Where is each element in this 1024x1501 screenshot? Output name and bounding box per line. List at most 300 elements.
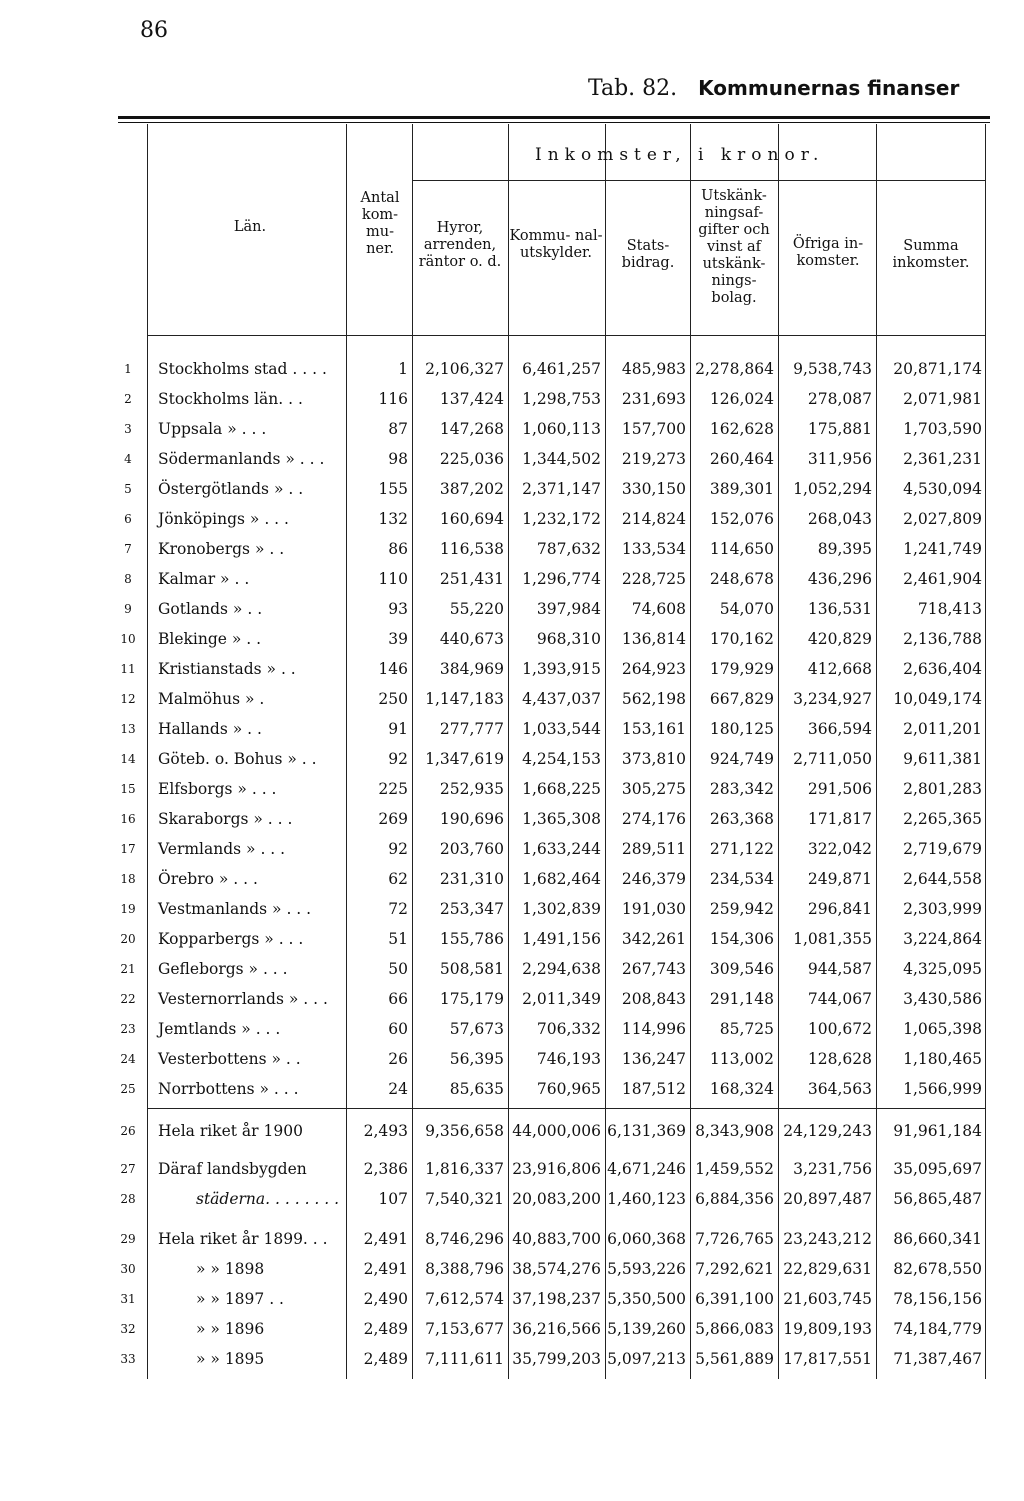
cell-stats: 133,534 xyxy=(621,540,686,558)
cell-utskank: 85,725 xyxy=(719,1020,774,1038)
cell-kommunal: 6,461,257 xyxy=(522,360,601,378)
cell-ovriga: 1,081,355 xyxy=(793,930,872,948)
table-row xyxy=(0,894,1024,924)
row-number: 8 xyxy=(124,572,132,586)
cell-hyror: 55,220 xyxy=(449,600,504,618)
cell-summa: 1,241,749 xyxy=(903,540,982,558)
table-row xyxy=(0,864,1024,894)
cell-utskank: 113,002 xyxy=(709,1050,774,1068)
cell-ovriga: 420,829 xyxy=(807,630,872,648)
cell-hyror: 252,935 xyxy=(439,780,504,798)
col-header-kommunal: Kommu- nal- utskylder. xyxy=(509,228,603,261)
cell-ovriga: 20,897,487 xyxy=(783,1190,872,1208)
cell-hyror: 251,431 xyxy=(439,570,504,588)
cell-hyror: 1,816,337 xyxy=(425,1160,504,1178)
row-number: 19 xyxy=(120,902,136,916)
cell-antal: 2,490 xyxy=(363,1290,408,1308)
cell-summa: 20,871,174 xyxy=(893,360,982,378)
cell-stats: 264,923 xyxy=(621,660,686,678)
cell-summa: 2,265,365 xyxy=(903,810,982,828)
cell-hyror: 253,347 xyxy=(439,900,504,918)
cell-utskank: 7,726,765 xyxy=(695,1230,774,1248)
cell-antal: 50 xyxy=(388,960,408,978)
table-row xyxy=(0,1254,1024,1284)
lan-name: Östergötlands » . . xyxy=(158,480,304,498)
cell-hyror: 7,612,574 xyxy=(425,1290,504,1308)
cell-summa: 56,865,487 xyxy=(893,1190,982,1208)
lan-name: Stockholms län. . . xyxy=(158,390,303,408)
cell-hyror: 147,268 xyxy=(439,420,504,438)
cell-utskank: 168,324 xyxy=(709,1080,774,1098)
lan-name: Vestmanlands » . . . xyxy=(158,900,312,918)
row-number: 24 xyxy=(120,1052,136,1066)
cell-hyror: 155,786 xyxy=(439,930,504,948)
cell-kommunal: 1,668,225 xyxy=(522,780,601,798)
row-number: 21 xyxy=(120,962,136,976)
lan-name: Däraf landsbygden xyxy=(158,1160,307,1178)
row-number: 16 xyxy=(120,812,136,826)
cell-summa: 2,027,809 xyxy=(903,510,982,528)
cell-antal: 26 xyxy=(388,1050,408,1068)
cell-ovriga: 1,052,294 xyxy=(793,480,872,498)
lan-name: Gefleborgs » . . . xyxy=(158,960,288,978)
cell-hyror: 8,388,796 xyxy=(425,1260,504,1278)
table-row xyxy=(0,954,1024,984)
cell-hyror: 231,310 xyxy=(439,870,504,888)
top-rule-thin xyxy=(118,122,990,123)
cell-stats: 5,593,226 xyxy=(607,1260,686,1278)
cell-kommunal: 44,000,006 xyxy=(512,1122,601,1140)
cell-summa: 82,678,550 xyxy=(893,1260,982,1278)
row-number: 14 xyxy=(120,752,136,766)
row-number: 15 xyxy=(120,782,136,796)
cell-kommunal: 1,033,544 xyxy=(522,720,601,738)
table-row xyxy=(0,594,1024,624)
summary-separator xyxy=(147,1108,985,1109)
cell-stats: 6,131,369 xyxy=(607,1122,686,1140)
cell-stats: 153,161 xyxy=(621,720,686,738)
cell-summa: 1,065,398 xyxy=(903,1020,982,1038)
cell-ovriga: 2,711,050 xyxy=(793,750,872,768)
table-row xyxy=(0,354,1024,384)
cell-utskank: 5,561,889 xyxy=(695,1350,774,1368)
col-header-lan: Län. xyxy=(233,219,267,235)
cell-antal: 93 xyxy=(388,600,408,618)
cell-kommunal: 1,365,308 xyxy=(522,810,601,828)
cell-ovriga: 436,296 xyxy=(807,570,872,588)
table-row xyxy=(0,414,1024,444)
cell-summa: 2,719,679 xyxy=(903,840,982,858)
cell-antal: 91 xyxy=(388,720,408,738)
cell-stats: 136,247 xyxy=(621,1050,686,1068)
cell-stats: 274,176 xyxy=(621,810,686,828)
cell-ovriga: 278,087 xyxy=(807,390,872,408)
header-separator xyxy=(412,180,985,181)
cell-antal: 2,491 xyxy=(363,1230,408,1248)
cell-kommunal: 706,332 xyxy=(536,1020,601,1038)
cell-utskank: 114,650 xyxy=(709,540,774,558)
cell-kommunal: 1,232,172 xyxy=(522,510,601,528)
cell-stats: 373,810 xyxy=(621,750,686,768)
row-number: 26 xyxy=(120,1124,136,1138)
cell-utskank: 1,459,552 xyxy=(695,1160,774,1178)
cell-summa: 2,801,283 xyxy=(903,780,982,798)
col-header-stats: Stats- bidrag. xyxy=(621,238,675,271)
cell-summa: 74,184,779 xyxy=(893,1320,982,1338)
table-row xyxy=(0,744,1024,774)
cell-antal: 51 xyxy=(388,930,408,948)
table-row xyxy=(0,1344,1024,1374)
cell-hyror: 190,696 xyxy=(439,810,504,828)
table-row xyxy=(0,474,1024,504)
row-number: 10 xyxy=(120,632,136,646)
cell-stats: 4,671,246 xyxy=(607,1160,686,1178)
cell-utskank: 179,929 xyxy=(709,660,774,678)
cell-ovriga: 128,628 xyxy=(807,1050,872,1068)
row-number: 28 xyxy=(120,1192,136,1206)
cell-summa: 86,660,341 xyxy=(893,1230,982,1248)
cell-summa: 2,636,404 xyxy=(903,660,982,678)
row-number: 18 xyxy=(120,872,136,886)
cell-antal: 86 xyxy=(388,540,408,558)
cell-kommunal: 4,254,153 xyxy=(522,750,601,768)
cell-utskank: 180,125 xyxy=(709,720,774,738)
row-number: 6 xyxy=(124,512,132,526)
cell-utskank: 126,024 xyxy=(709,390,774,408)
table-row xyxy=(0,1184,1024,1214)
cell-utskank: 248,678 xyxy=(709,570,774,588)
cell-stats: 74,608 xyxy=(631,600,686,618)
table-row xyxy=(0,564,1024,594)
cell-utskank: 154,306 xyxy=(709,930,774,948)
cell-utskank: 5,866,083 xyxy=(695,1320,774,1338)
cell-ovriga: 9,538,743 xyxy=(793,360,872,378)
col-header-banner: Inkomster, i kronor. xyxy=(535,145,825,165)
lan-name: Vesternorrlands » . . . xyxy=(158,990,328,1008)
row-number: 25 xyxy=(120,1082,136,1096)
col-header-ovriga: Öfriga in- komster. xyxy=(792,236,864,269)
cell-ovriga: 21,603,745 xyxy=(783,1290,872,1308)
cell-summa: 91,961,184 xyxy=(893,1122,982,1140)
cell-kommunal: 1,491,156 xyxy=(522,930,601,948)
lan-name: Kopparbergs » . . . xyxy=(158,930,304,948)
page-number: 86 xyxy=(140,18,168,43)
cell-stats: 246,379 xyxy=(621,870,686,888)
cell-antal: 92 xyxy=(388,750,408,768)
cell-hyror: 440,673 xyxy=(439,630,504,648)
cell-summa: 2,361,231 xyxy=(903,450,982,468)
cell-ovriga: 366,594 xyxy=(807,720,872,738)
cell-summa: 10,049,174 xyxy=(893,690,982,708)
cell-antal: 1 xyxy=(398,360,408,378)
table-row xyxy=(0,1224,1024,1254)
table-row xyxy=(0,504,1024,534)
table-row xyxy=(0,1074,1024,1104)
cell-summa: 718,413 xyxy=(917,600,982,618)
cell-antal: 2,489 xyxy=(363,1350,408,1368)
cell-ovriga: 23,243,212 xyxy=(783,1230,872,1248)
row-number: 4 xyxy=(124,452,132,466)
cell-kommunal: 968,310 xyxy=(536,630,601,648)
cell-utskank: 309,546 xyxy=(709,960,774,978)
table-label: Tab. 82. xyxy=(588,76,678,101)
cell-antal: 225 xyxy=(378,780,408,798)
cell-kommunal: 2,371,147 xyxy=(522,480,601,498)
cell-ovriga: 412,668 xyxy=(807,660,872,678)
cell-utskank: 6,391,100 xyxy=(695,1290,774,1308)
cell-antal: 155 xyxy=(378,480,408,498)
lan-name: städerna. . . . . . . . xyxy=(196,1190,340,1208)
cell-ovriga: 364,563 xyxy=(807,1080,872,1098)
lan-name: Göteb. o. Bohus » . . xyxy=(158,750,317,768)
cell-antal: 2,491 xyxy=(363,1260,408,1278)
cell-stats: 5,097,213 xyxy=(607,1350,686,1368)
cell-kommunal: 1,344,502 xyxy=(522,450,601,468)
table-row xyxy=(0,714,1024,744)
lan-name: Örebro » . . . xyxy=(158,870,258,888)
cell-antal: 98 xyxy=(388,450,408,468)
cell-ovriga: 291,506 xyxy=(807,780,872,798)
cell-kommunal: 2,011,349 xyxy=(522,990,601,1008)
cell-stats: 231,693 xyxy=(621,390,686,408)
table-row xyxy=(0,924,1024,954)
cell-stats: 5,350,500 xyxy=(607,1290,686,1308)
cell-summa: 3,430,586 xyxy=(903,990,982,1008)
table-row xyxy=(0,1314,1024,1344)
row-number: 29 xyxy=(120,1232,136,1246)
row-number: 22 xyxy=(120,992,136,1006)
cell-summa: 71,387,467 xyxy=(893,1350,982,1368)
cell-hyror: 57,673 xyxy=(449,1020,504,1038)
cell-antal: 116 xyxy=(378,390,408,408)
row-number: 27 xyxy=(120,1162,136,1176)
lan-name: Kristianstads » . . xyxy=(158,660,296,678)
cell-summa: 2,136,788 xyxy=(903,630,982,648)
cell-stats: 267,743 xyxy=(621,960,686,978)
cell-summa: 2,011,201 xyxy=(903,720,982,738)
cell-stats: 228,725 xyxy=(621,570,686,588)
cell-antal: 2,493 xyxy=(363,1122,408,1140)
cell-kommunal: 37,198,237 xyxy=(512,1290,601,1308)
cell-kommunal: 787,632 xyxy=(536,540,601,558)
cell-summa: 1,566,999 xyxy=(903,1080,982,1098)
cell-ovriga: 249,871 xyxy=(807,870,872,888)
lan-name: Norrbottens » . . . xyxy=(158,1080,299,1098)
table-row xyxy=(0,654,1024,684)
cell-kommunal: 1,296,774 xyxy=(522,570,601,588)
lan-name: Hela riket år 1900 xyxy=(158,1122,303,1140)
cell-kommunal: 1,298,753 xyxy=(522,390,601,408)
cell-antal: 250 xyxy=(378,690,408,708)
table-row xyxy=(0,984,1024,1014)
cell-ovriga: 171,817 xyxy=(807,810,872,828)
cell-utskank: 667,829 xyxy=(709,690,774,708)
row-number: 31 xyxy=(120,1292,136,1306)
table-row xyxy=(0,834,1024,864)
row-number: 32 xyxy=(120,1322,136,1336)
cell-hyror: 7,153,677 xyxy=(425,1320,504,1338)
lan-name: » » 1898 xyxy=(196,1260,265,1278)
cell-kommunal: 1,302,839 xyxy=(522,900,601,918)
table-row xyxy=(0,534,1024,564)
row-number: 7 xyxy=(124,542,132,556)
cell-kommunal: 1,633,244 xyxy=(522,840,601,858)
cell-antal: 24 xyxy=(388,1080,408,1098)
cell-stats: 562,198 xyxy=(621,690,686,708)
cell-ovriga: 3,234,927 xyxy=(793,690,872,708)
col-header-antal: Antal kom- mu- ner. xyxy=(360,190,400,257)
cell-stats: 157,700 xyxy=(621,420,686,438)
lan-name: Vesterbottens » . . xyxy=(158,1050,301,1068)
cell-utskank: 6,884,356 xyxy=(695,1190,774,1208)
lan-name: Malmöhus » . xyxy=(158,690,265,708)
header-bottom-rule xyxy=(147,335,985,336)
cell-kommunal: 20,083,200 xyxy=(512,1190,601,1208)
cell-utskank: 162,628 xyxy=(709,420,774,438)
cell-antal: 146 xyxy=(378,660,408,678)
cell-summa: 9,611,381 xyxy=(903,750,982,768)
cell-summa: 78,156,156 xyxy=(893,1290,982,1308)
cell-stats: 208,843 xyxy=(621,990,686,1008)
cell-summa: 2,071,981 xyxy=(903,390,982,408)
cell-kommunal: 23,916,806 xyxy=(512,1160,601,1178)
cell-kommunal: 1,393,915 xyxy=(522,660,601,678)
cell-ovriga: 3,231,756 xyxy=(793,1160,872,1178)
cell-kommunal: 38,574,276 xyxy=(512,1260,601,1278)
lan-name: » » 1896 xyxy=(196,1320,265,1338)
cell-antal: 66 xyxy=(388,990,408,1008)
table-row xyxy=(0,774,1024,804)
cell-ovriga: 944,587 xyxy=(807,960,872,978)
cell-antal: 110 xyxy=(378,570,408,588)
top-rule xyxy=(118,116,990,119)
row-number: 20 xyxy=(120,932,136,946)
cell-hyror: 1,347,619 xyxy=(425,750,504,768)
cell-hyror: 277,777 xyxy=(439,720,504,738)
cell-kommunal: 4,437,037 xyxy=(522,690,601,708)
cell-hyror: 7,540,321 xyxy=(425,1190,504,1208)
lan-name: Kalmar » . . xyxy=(158,570,250,588)
table-row xyxy=(0,1116,1024,1146)
cell-stats: 191,030 xyxy=(621,900,686,918)
cell-ovriga: 296,841 xyxy=(807,900,872,918)
cell-stats: 214,824 xyxy=(621,510,686,528)
cell-ovriga: 175,881 xyxy=(807,420,872,438)
cell-antal: 62 xyxy=(388,870,408,888)
lan-name: Vermlands » . . . xyxy=(158,840,286,858)
cell-ovriga: 744,067 xyxy=(807,990,872,1008)
row-number: 11 xyxy=(120,662,136,676)
cell-stats: 305,275 xyxy=(621,780,686,798)
cell-utskank: 152,076 xyxy=(709,510,774,528)
cell-stats: 187,512 xyxy=(621,1080,686,1098)
cell-antal: 87 xyxy=(388,420,408,438)
cell-utskank: 2,278,864 xyxy=(695,360,774,378)
cell-hyror: 160,694 xyxy=(439,510,504,528)
cell-hyror: 1,147,183 xyxy=(425,690,504,708)
cell-summa: 2,461,904 xyxy=(903,570,982,588)
cell-hyror: 7,111,611 xyxy=(425,1350,504,1368)
cell-summa: 3,224,864 xyxy=(903,930,982,948)
cell-hyror: 508,581 xyxy=(439,960,504,978)
row-number: 30 xyxy=(120,1262,136,1276)
cell-ovriga: 136,531 xyxy=(807,600,872,618)
cell-antal: 2,386 xyxy=(363,1160,408,1178)
cell-antal: 269 xyxy=(378,810,408,828)
cell-antal: 92 xyxy=(388,840,408,858)
cell-utskank: 234,534 xyxy=(709,870,774,888)
cell-utskank: 263,368 xyxy=(709,810,774,828)
cell-summa: 1,180,465 xyxy=(903,1050,982,1068)
cell-utskank: 260,464 xyxy=(709,450,774,468)
cell-stats: 342,261 xyxy=(621,930,686,948)
cell-kommunal: 1,060,113 xyxy=(522,420,601,438)
cell-stats: 219,273 xyxy=(621,450,686,468)
cell-ovriga: 100,672 xyxy=(807,1020,872,1038)
cell-utskank: 7,292,621 xyxy=(695,1260,774,1278)
cell-stats: 136,814 xyxy=(621,630,686,648)
table-row xyxy=(0,804,1024,834)
cell-kommunal: 1,682,464 xyxy=(522,870,601,888)
cell-summa: 2,303,999 xyxy=(903,900,982,918)
lan-name: Stockholms stad . . . . xyxy=(158,360,327,378)
row-number: 1 xyxy=(124,362,132,376)
row-number: 3 xyxy=(124,422,132,436)
table-row xyxy=(0,624,1024,654)
lan-name: Södermanlands » . . . xyxy=(158,450,325,468)
col-header-summa: Summa inkomster. xyxy=(892,238,970,271)
lan-name: Uppsala » . . . xyxy=(158,420,267,438)
cell-utskank: 54,070 xyxy=(719,600,774,618)
cell-utskank: 291,148 xyxy=(709,990,774,1008)
cell-ovriga: 22,829,631 xyxy=(783,1260,872,1278)
lan-name: Hallands » . . xyxy=(158,720,262,738)
cell-ovriga: 311,956 xyxy=(807,450,872,468)
cell-hyror: 203,760 xyxy=(439,840,504,858)
lan-name: Hela riket år 1899. . . xyxy=(158,1230,328,1248)
cell-kommunal: 760,965 xyxy=(536,1080,601,1098)
cell-utskank: 924,749 xyxy=(709,750,774,768)
lan-name: » » 1897 . . xyxy=(196,1290,284,1308)
col-header-utskank: Utskänk- ningsaf- gifter och vinst af utskänk- nings- bolag. xyxy=(698,188,770,306)
cell-hyror: 85,635 xyxy=(449,1080,504,1098)
lan-name: Jönköpings » . . . xyxy=(158,510,289,528)
cell-antal: 2,489 xyxy=(363,1320,408,1338)
cell-ovriga: 24,129,243 xyxy=(783,1122,872,1140)
row-number: 13 xyxy=(120,722,136,736)
cell-hyror: 56,395 xyxy=(449,1050,504,1068)
cell-summa: 1,703,590 xyxy=(903,420,982,438)
lan-name: Elfsborgs » . . . xyxy=(158,780,277,798)
lan-name: » » 1895 xyxy=(196,1350,265,1368)
cell-kommunal: 36,216,566 xyxy=(512,1320,601,1338)
page-header xyxy=(588,76,959,101)
table-row xyxy=(0,384,1024,414)
cell-utskank: 271,122 xyxy=(709,840,774,858)
table-title: Kommunernas finanser xyxy=(698,76,960,100)
lan-name: Gotlands » . . xyxy=(158,600,263,618)
lan-name: Kronobergs » . . xyxy=(158,540,285,558)
cell-antal: 39 xyxy=(388,630,408,648)
lan-name: Skaraborgs » . . . xyxy=(158,810,293,828)
cell-hyror: 225,036 xyxy=(439,450,504,468)
row-number: 33 xyxy=(120,1352,136,1366)
cell-stats: 5,139,260 xyxy=(607,1320,686,1338)
cell-kommunal: 746,193 xyxy=(536,1050,601,1068)
table-row xyxy=(0,1284,1024,1314)
cell-antal: 72 xyxy=(388,900,408,918)
cell-ovriga: 17,817,551 xyxy=(783,1350,872,1368)
